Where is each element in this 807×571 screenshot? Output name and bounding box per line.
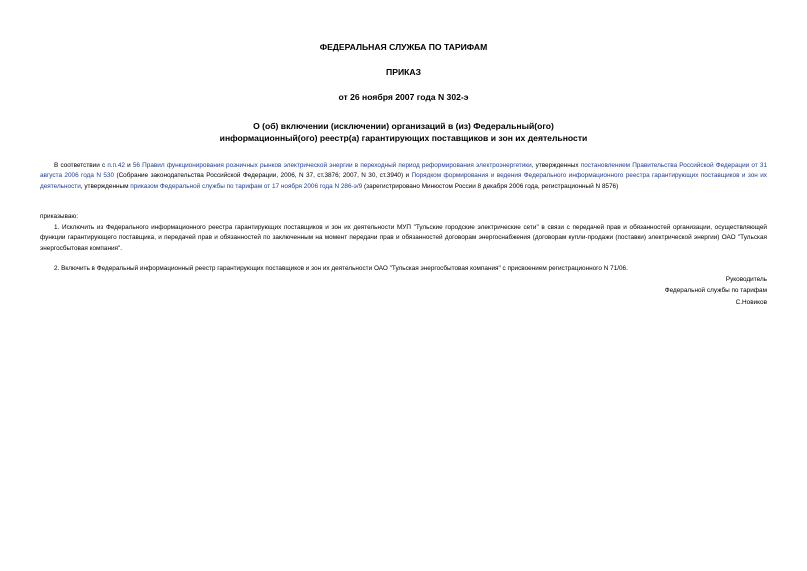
link-government-resolution-530[interactable]: постановлением Правительства Российской Федерации от 31 августа 2006 года N 530 <box>40 162 768 180</box>
signature-block <box>467 274 767 308</box>
link-retail-market-rules[interactable]: Правил функционирования розничных рынков электрической энергии в переходный период реформирования электроэнергетики <box>142 162 532 169</box>
signature-position: Руководитель <box>725 276 767 283</box>
preamble-text-5: (Собрание законодательства Российской Федерации, 2006, N 37, ст.3876; 2007, N 30, ст.3940) и <box>114 172 412 180</box>
link-registry-procedure[interactable]: Порядком формирования и ведения Федерального информационного реестра гарантирующих поставщиков и зон их деятельности <box>40 172 767 190</box>
preamble-text-4: , утвержденных <box>531 162 581 169</box>
title-line-2: информационный(ого) реестр(а) гарантирующих поставщиков и зон их деятельности <box>219 133 588 143</box>
title-line-1: О (об) включении (исключении) организаций в (из) Федеральный(ого) <box>253 121 554 131</box>
preamble-paragraph <box>40 161 767 192</box>
document-title <box>40 120 767 144</box>
preamble-text-7: (зарегистрировано Минюстом России 8 декабря 2006 года, регистрационный N 8576) <box>362 182 619 190</box>
preamble-text-2: и <box>124 162 133 169</box>
link-clauses-42[interactable]: п.п.42 <box>107 162 125 169</box>
signature-org: Федеральной службы по тарифам <box>664 287 767 295</box>
document-page <box>40 0 767 571</box>
order-word: приказываю: <box>40 213 78 220</box>
link-clause-56[interactable]: 56 <box>132 162 140 169</box>
agency-heading: ФЕДЕРАЛЬНАЯ СЛУЖБА ПО ТАРИФАМ <box>319 42 488 52</box>
order-item-1: 1. Исключить из Федерального информационного реестра гарантирующих поставщиков и зон их деятельности МУП "Тульские городские электрические сети" в связи с передачей прав и обязанностей организации, осуществляющей функции гарантирующего поставщика, и передачей прав и обязанностей по заключенным на момент передачи прав и обязанностей договорам энергоснабжения (договорам купли-продажи (поставки) электрической энергии) ОАО "Тульская энергосбытовая компания". <box>40 224 767 252</box>
doc-type-heading: ПРИКАЗ <box>386 67 421 77</box>
preamble-text-6: , утвержденным <box>80 182 131 190</box>
signature-name: С.Новиков <box>735 298 767 306</box>
preamble-text-1: В соответствии с <box>54 162 108 169</box>
date-number-heading: от 26 ноября 2007 года N 302-э <box>338 92 469 102</box>
order-item-2: 2. Включить в Федеральный информационный реестр гарантирующих поставщиков и зон их деятельности ОАО "Тульская энергосбытовая компания" с присвоением регистрационного N 71/06. <box>54 265 628 272</box>
link-fst-order-286[interactable]: приказом Федеральной службы по тарифам от 17 ноября 2006 года N 286-э/9 <box>130 182 363 190</box>
